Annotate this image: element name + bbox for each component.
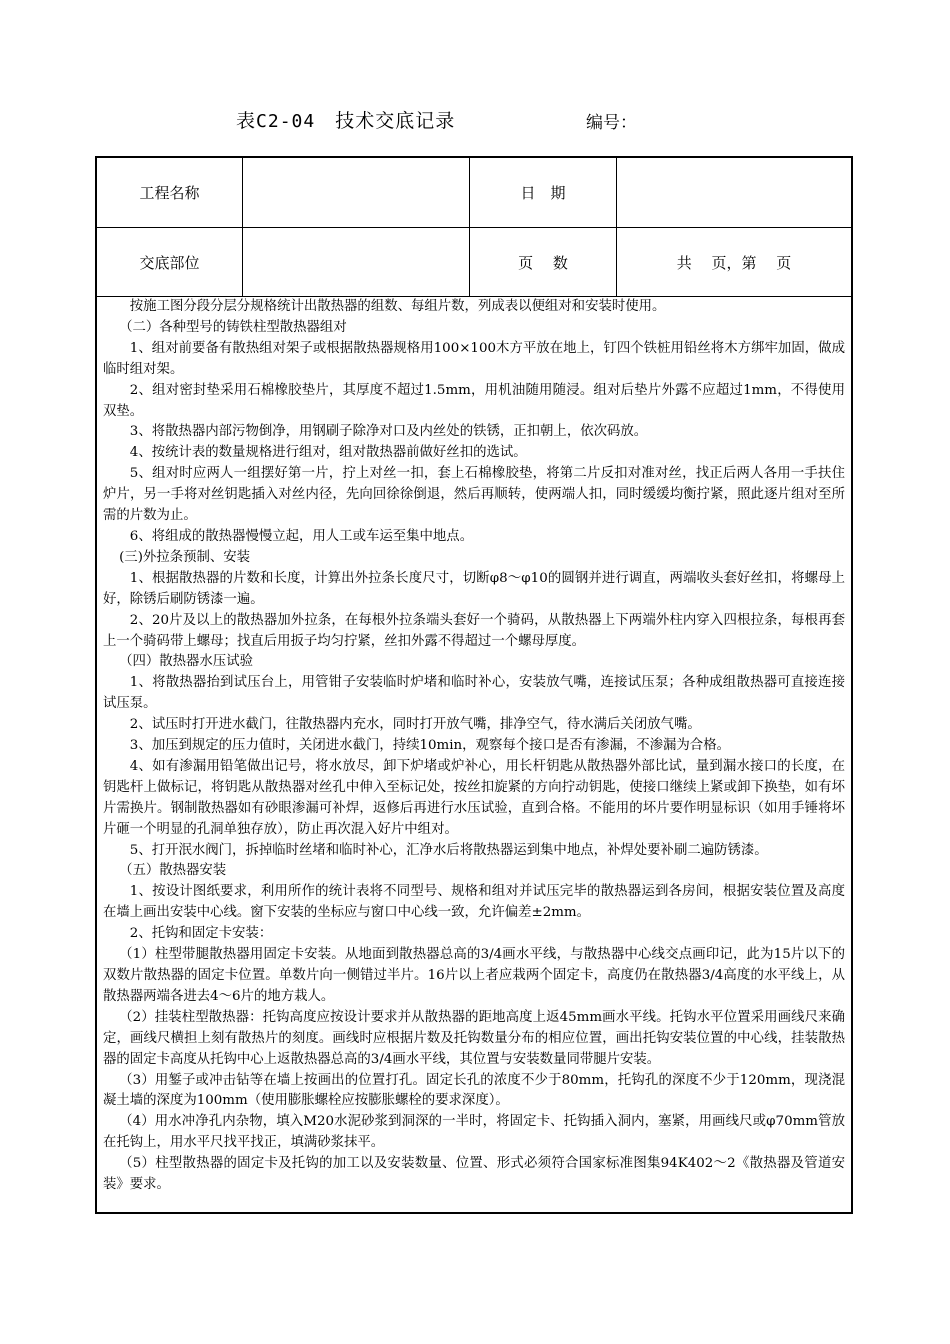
form-code: C2-04 — [256, 111, 316, 132]
section-heading: （二）各种型号的铸铁柱型散热器组对 — [119, 319, 347, 335]
paragraph: 1、根据散热器的片数和长度，计算出外拉条长度尺寸，切断φ8～φ10的圆钢并进行调直，两端收头套好丝扣，将螺母上好，除锈后刷防锈漆一遍。 — [103, 570, 845, 607]
section-heading: (三)外拉条预制、安装 — [119, 549, 251, 565]
title-text: 技术交底记录 — [335, 110, 456, 132]
section-heading: （五）散热器安装 — [119, 863, 227, 879]
paragraph: 1、按设计图纸要求，利用所作的统计表将不同型号、规格和组对并试压完毕的散热器运到各房间，根据安装位置及高度在墙上画出安装中心线。窗下安装的坐标应与窗口中心线一致，允许偏差±2mm。 — [103, 884, 845, 921]
paragraph: 5、打开泯水阀门，拆掉临时丝堵和临时补心，汇净水后将散热器运到集中地点，补焊处要补刷二遍防锈漆。 — [129, 842, 768, 858]
paragraph: 3、加压到规定的压力值时，关闭进水截门，持续10min，观察每个接口是否有渗漏，不渗漏为合格。 — [129, 738, 730, 754]
location-label: 交底部位 — [97, 228, 243, 296]
disclosure-content — [97, 297, 851, 1196]
paragraph: （2）挂装柱型散热器：托钩高度应按设计要求并从散热器的距地高度上返45mm画水平线。托钩水平位置采用画线尺来确定，画线尺横担上刻有散热片的刻度。画线时应根据片数及托钩数量分布的相应位置，画出托钩安装位置的中心线，挂装散热器的固定卡高度从托钩中心上返散热器总高的3/4画水平线，其位置与安装数量同带腿片安装。 — [103, 1009, 845, 1067]
paragraph: 2、试压时打开进水截门，往散热器内充水，同时打开放气嘴，排净空气，待水满后关闭放气嘴。 — [129, 717, 701, 733]
paragraph: 2、托钩和固定卡安装： — [129, 926, 273, 942]
paragraph: 4、如有渗漏用铅笔做出记号，将水放尽，卸下炉堵或炉补心，用长杆钥匙从散热器外部比试，量到漏水接口的长度，在钥匙杆上做标记，将钥匙从散热器对丝孔中伸入至标记处，按丝扣旋紧的方向拧动钥匙，使接口继续上紧或卸下换垫，如有坏片需换片。钢制散热器如有砂眼渗漏可补焊，返修后再进行水压试验，直到合格。不能用的坏片要作明显标识（如用手锤将坏片砸一个明显的孔洞单独存放），防止再次混入好片中组对。 — [103, 758, 845, 837]
section-heading: （四）散热器水压试验 — [119, 654, 253, 670]
paragraph: （1）柱型带腿散热器用固定卡安装。从地面到散热器总高的3/4画水平线，与散热器中心线交点画印记，此为15片以下的双数片散热器的固定卡位置。单数片向一侧错过半片。16片以上者应栽两个固定卡，高度仍在散热器3/4高度的水平线上，从散热器两端各进去4～6片的地方栽人。 — [103, 947, 845, 1004]
paragraph: （3）用錾子或冲击钻等在墙上按画出的位置打孔。固定长孔的浓度不少于80mm，托钩孔的深度不少于120mm，现浇混凝土墙的深度为100mm（使用膨胀螺栓应按膨胀螺栓的要求深度）。 — [103, 1072, 845, 1109]
paragraph: 1、将散热器抬到试压台上，用管钳子安装临时炉堵和临时补心，安装放气嘴，连接试压泵；各种成组散热器可直接连接试压泵。 — [103, 675, 845, 712]
pages-label: 页 数 — [470, 228, 617, 296]
location-field[interactable] — [243, 228, 470, 296]
number-label: 编号： — [586, 113, 637, 133]
paragraph: 2、20片及以上的散热器加外拉条，在每根外拉条端头套好一个骑码，从散热器上下两端外柱内穿入四根拉条，每根再套上一个骑码带上螺母；找直后用扳子均匀拧紧，丝扣外露不得超过一个螺母厚度。 — [103, 612, 845, 649]
project-name-field[interactable] — [243, 158, 470, 227]
paragraph: （4）用水冲净孔内杂物，填入M20水泥砂浆到洞深的一半时，将固定卡、托钩插入洞内，塞紧，用画线尺或φ70mm管放在托钩上，用水平尺找平找正，填满砂浆抹平。 — [103, 1114, 845, 1151]
paragraph: 按施工图分段分层分规格统计出散热器的组数、每组片数，列成表以便组对和安装时使用。 — [129, 299, 666, 314]
paragraph: 6、将组成的散热器慢慢立起，用人工或车运至集中地点。 — [129, 528, 474, 544]
paragraph: 1、组对前要备有散热组对架子或根据散热器规格用100×100木方平放在地上，钉四个铁桩用铅丝将木方绑牢加固，做成临时组对架。 — [103, 340, 845, 377]
record-sheet — [95, 156, 853, 1214]
header-row-1 — [97, 158, 851, 228]
page-title — [236, 106, 455, 133]
title-row — [0, 106, 950, 136]
paragraph: 4、按统计表的数量规格进行组对，组对散热器前做好丝扣的选试。 — [129, 445, 527, 461]
date-label: 日 期 — [470, 158, 617, 227]
header-row-2 — [97, 228, 851, 297]
paragraph: 2、组对密封垫采用石棉橡胶垫片，其厚度不超过1.5mm，用机油随用随浸。组对后垫片外露不应超过1mm，不得使用双垫。 — [103, 382, 845, 419]
paragraph: （5）柱型散热器的固定卡及托钩的加工以及安装数量、位置、形式必须符合国家标准图集94K402～2《散热器及管道安装》要求。 — [103, 1156, 845, 1193]
paragraph: 5、组对时应两人一组摆好第一片，拧上对丝一扣，套上石棉橡胶垫，将第二片反扣对准对丝，找正后两人各用一手扶住炉片，另一手将对丝钥匙插入对丝内径，先向回徐徐倒退，然后再顺转，使两端人扣，同时缓缓均衡拧紧，照此逐片组对至所需的片数为止。 — [103, 466, 845, 524]
title-prefix: 表 — [236, 110, 257, 132]
paragraph: 3、将散热器内部污物倒净，用钢刷子除净对口及内丝处的铁锈，正扣朝上，依次码放。 — [129, 424, 648, 440]
project-name-label: 工程名称 — [97, 158, 243, 227]
pages-field: 共 页，第 页 — [676, 253, 792, 272]
date-field[interactable] — [617, 158, 851, 227]
